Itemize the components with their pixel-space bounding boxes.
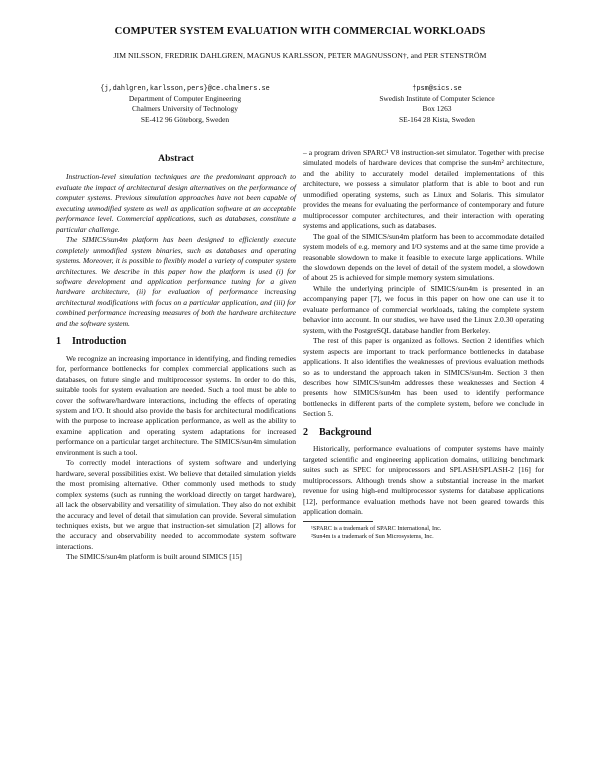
affiliation-institution: Swedish Institute of Computer Science <box>379 94 495 104</box>
section-number: 2 <box>303 426 308 438</box>
body-paragraph: The SIMICS/sun4m platform is built around SIMICS [15] <box>66 552 242 562</box>
affiliation-address: SE-164 28 Kista, Sweden <box>399 114 475 124</box>
section-number: 1 <box>56 336 61 348</box>
abstract-paragraph: The SIMICS/sun4m platform has been designed to efficiently execute completely unmodified system binaries, such as databases and operating systems. Moreover, it is possible to flexibly model a variety of computer system architectures. We describe in this paper how the platform is used (i) for software development and application performance tuning for a given hardware architecture, (ii) for evaluation of performance increasing architectural modifications with focus on a particular application, and (iii) for combined performance increasing measures of both the hardware architecture and the software system. <box>56 235 296 328</box>
affiliation-dept: Department of Computer Engineering <box>128 94 242 104</box>
paper-title: COMPUTER SYSTEM EVALUATION WITH COMMERCIAL WORKLOADS <box>114 26 486 37</box>
section-heading-introduction <box>56 337 296 347</box>
section-heading-background <box>303 428 544 438</box>
footnote: ¹SPARC is a trademark of SPARC International, Inc. <box>311 525 442 533</box>
author-list: JIM NILSSON, FREDRIK DAHLGREN, MAGNUS KARLSSON, PETER MAGNUSSON†, and PER STENSTRÖM <box>113 51 487 60</box>
right-column <box>303 148 544 541</box>
affiliation-sics <box>322 84 552 125</box>
body-paragraph: While the underlying principle of SIMICS/sun4m is presented in an accompanying paper [7], we focus in this paper on how one can use it to evaluate performance of commercial workloads, taking the complete system behavior into account. In our studies, we have used the Linux 2.0.30 operating system, with the PostgreSQL database handler from Berkeley. <box>303 283 544 335</box>
body-paragraph: The goal of the SIMICS/sun4m platform has been to accommodate detailed system models of e.g. memory and I/O systems and at the same time provide a reasonable slowdown to make it feasible to execute large applications. While the slowdown depends on the level of detail of the system model, a slowdown of about 25 is achieved for simple memory system simulations. <box>303 231 544 283</box>
author-email: {j,dahlgren,karlsson,pers}@ce.chalmers.se <box>100 85 270 93</box>
left-column <box>56 148 296 563</box>
footnote-divider <box>303 521 373 522</box>
body-paragraph: – a program driven SPARC¹ V8 instruction-set simulator. Together with precise simulated models of hardware devices that comprise the sun4m² architecture, and the ability to accurately model detailed implementations of this architecture, we possess a simulator platform that is able to boot and run unmodified operating systems, such as Linux and Solaris. This simulator provides the means for evaluating the performance of contemporary and future multiprocessor computer architectures, and their interaction with operating systems and applications, such as databases. <box>303 148 544 231</box>
body-paragraph: To correctly model interactions of system software and underlying hardware, several possibilities exist. We believe that detailed simulation yields the most promising alternative. Other commonly used methods to study complex systems (such as running the workload directly on target hardware), all lack the observability and versatility of simulation. They also do not exhibit the accuracy and level of detail that simulation can provide. Several simulation techniques exists, but we argue that instruction-set simulation [2] allows for the accuracy and observability needed to accommodate system software interactions. <box>56 458 296 551</box>
body-paragraph: The rest of this paper is organized as follows. Section 2 identifies which system aspects are important to track performance bottlenecks in database applications. It also identifies the weaknesses of previous evaluation methods so as to understand the approach taken in SIMICS/sun4m. Section 3 then describes how SIMICS/sun4m addresses these weaknesses and Section 4 presents how SIMICS/sun4m has been used to identify performance bottlenecks in different parts of the complete system, before we conclude in Section 5. <box>303 336 544 419</box>
abstract-paragraph: Instruction-level simulation techniques are the predominant approach to evaluate the impact of architectural design alternatives on the performance of computer systems. Previous simulation approaches have not been capable of executing unmodified system as well as application software at an acceptable performance level. Commercial applications, such as databases, constitute a particular challenge. <box>56 172 296 234</box>
body-paragraph: Historically, performance evaluations of computer systems have mainly targeted scientific and engineering application domains, utilizing benchmark suites such as SPEC for uniprocessors and SPLASH/SPLASH-2 [16] for multiprocessors. Although trends show a substantial increase in the market revenue for using high-end multiprocessor systems for database applications [12], performance evaluation methods have not been geared towards this application domain. <box>303 444 544 516</box>
affiliation-institution: Chalmers University of Technology <box>132 104 238 114</box>
section-title: Background <box>319 426 372 438</box>
affiliation-chalmers <box>60 84 310 125</box>
affiliation-box: Box 1263 <box>422 104 452 114</box>
body-paragraph: We recognize an increasing importance in identifying, and finding remedies for, performance bottlenecks for complex commercial applications such as databases, on future single and multiprocessor systems. In order to do this, suitable tools for system evaluation are needed. Such a tool must be able to cover the software/hardware interactions, including the effects of operating system and I/O. It should also provide the basis for architectural modifications with the purpose to increase application performance, as well as the ability to examine application and operating system adaptations for increased performance on a particular target architecture. The SIMICS/sun4m simulation environment is such a tool. <box>56 353 296 457</box>
section-title: Introduction <box>72 336 127 348</box>
footnote: ²Sun4m is a trademark of Sun Microsystems, Inc. <box>311 533 434 541</box>
affiliation-address: SE-412 96 Göteborg, Sweden <box>140 114 230 124</box>
author-email: †psm@sics.se <box>412 85 462 93</box>
abstract-heading: Abstract <box>158 153 194 164</box>
